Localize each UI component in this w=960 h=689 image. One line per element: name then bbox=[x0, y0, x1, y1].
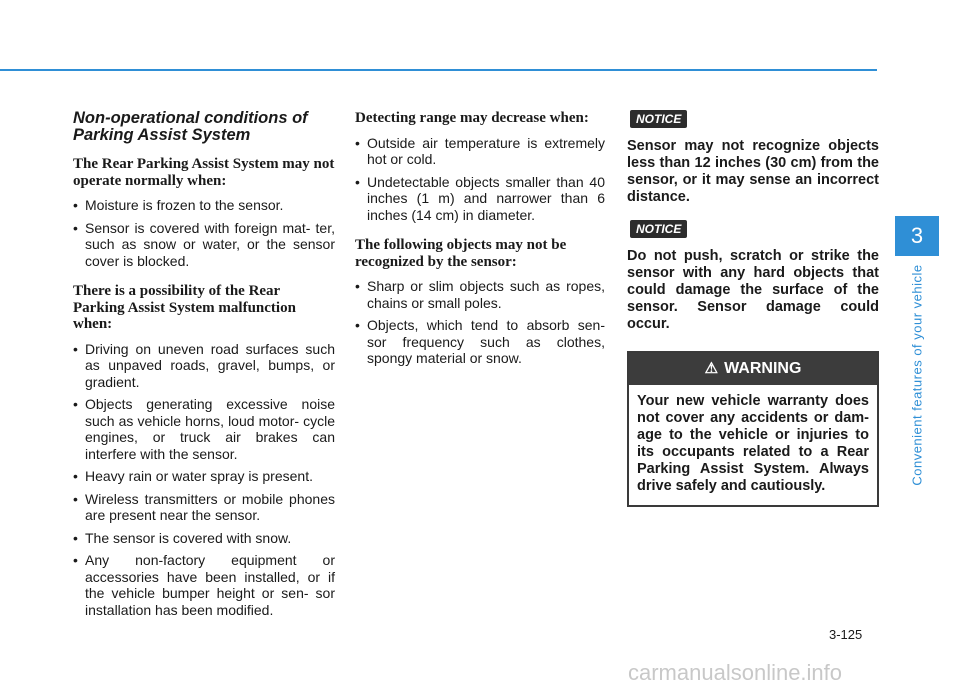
bullet-list bbox=[73, 341, 335, 619]
subheading-malfunction: There is a possibility of the Rear Parking Assist System malfunction when: bbox=[73, 283, 296, 332]
list-item: • Sensor is covered with foreign mat- ter, such as snow or water, or the sensor cover is blocked. bbox=[73, 220, 335, 270]
list-item: • The sensor is covered with snow. bbox=[73, 530, 335, 547]
list-item: • Any non-factory equipment or accessories have been installed, or if the vehicle bumper height or sen- sor installation has been modified. bbox=[73, 552, 335, 618]
bullet-list bbox=[355, 135, 605, 224]
warning-header bbox=[629, 353, 877, 385]
section-title: Non-operational conditions of Parking Assist System bbox=[73, 109, 308, 144]
chapter-side-title: Convenient features of your vehicle bbox=[909, 264, 925, 486]
subheading-detecting-range: Detecting range may decrease when: bbox=[355, 110, 589, 126]
list-item: • Objects generating excessive noise such as vehicle horns, loud motor- cycle engines, or truck air brakes can interfere with the sensor. bbox=[73, 396, 335, 462]
top-rule bbox=[0, 69, 877, 71]
column-middle bbox=[355, 110, 605, 381]
list-item: • Wireless transmitters or mobile phones are present near the sensor. bbox=[73, 491, 335, 524]
notice-text: Do not push, scratch or strike the sensor with any hard objects that could damage the surface of the sensor. Sensor damage could occur. bbox=[627, 248, 879, 332]
bullet-list bbox=[355, 278, 605, 367]
notice-badge: NOTICE bbox=[630, 110, 687, 128]
subheading-objects-not-recognized: The following objects may not be recognized by the sensor: bbox=[355, 237, 567, 270]
list-item: • Driving on uneven road surfaces such as unpaved roads, gravel, bumps, or gradient. bbox=[73, 341, 335, 391]
bullet-list bbox=[73, 197, 335, 269]
list-item: • Sharp or slim objects such as ropes, chains or small poles. bbox=[355, 278, 605, 311]
list-item: • Heavy rain or water spray is present. bbox=[73, 468, 335, 485]
list-item: • Objects, which tend to absorb sen- sor frequency such as clothes, spongy material or snow. bbox=[355, 317, 605, 367]
warning-label: WARNING bbox=[724, 360, 802, 377]
column-left bbox=[73, 110, 335, 632]
subheading-operate-normally: The Rear Parking Assist System may not operate normally when: bbox=[73, 156, 335, 189]
notice-text: Sensor may not recognize objects less than 12 inches (30 cm) from the sensor, or it may sense an incorrect distance. bbox=[627, 138, 879, 205]
list-item: • Moisture is frozen to the sensor. bbox=[73, 197, 335, 214]
list-item: • Outside air temperature is extremely hot or cold. bbox=[355, 135, 605, 168]
notice-badge: NOTICE bbox=[630, 220, 687, 238]
warning-box bbox=[627, 351, 879, 507]
warning-text: Your new vehicle warranty does not cover any accidents or dam- age to the vehicle or injuries to its occupants related to a Rear Parking Assist System. Always drive safely and cautiously. bbox=[637, 393, 869, 494]
warning-icon: ⚠ bbox=[704, 360, 719, 377]
list-item: • Undetectable objects smaller than 40 inches (1 m) and narrower than 6 inches (14 cm) in diameter. bbox=[355, 174, 605, 224]
page-number: 3-125 bbox=[829, 627, 863, 642]
column-right bbox=[627, 110, 879, 507]
watermark: carmanualsonline.info bbox=[628, 660, 843, 685]
chapter-tab: 3 bbox=[895, 216, 939, 256]
